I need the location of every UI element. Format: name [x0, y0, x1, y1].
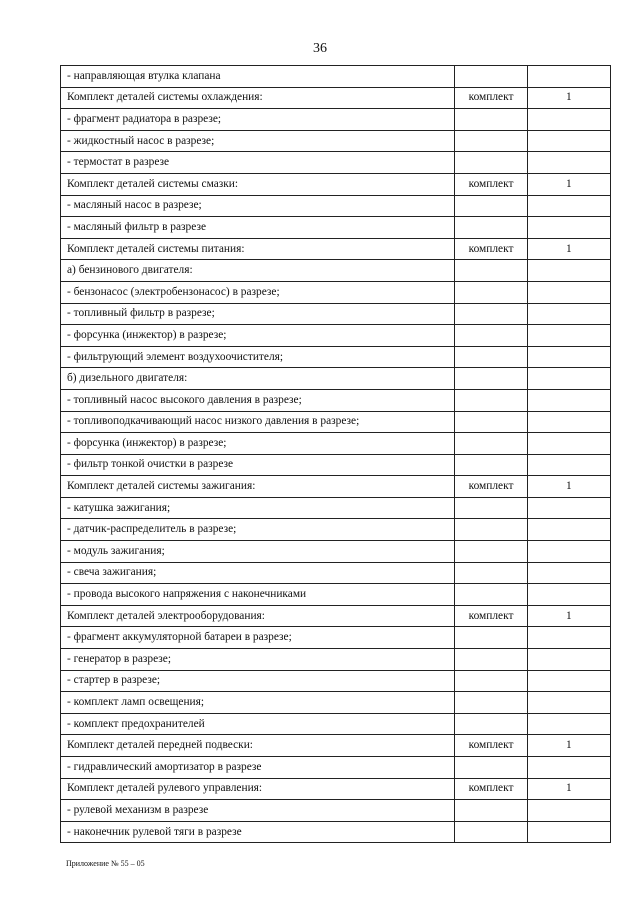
quantity-cell — [527, 584, 610, 606]
table-row — [61, 368, 611, 390]
table-row — [61, 800, 611, 822]
table-row — [61, 389, 611, 411]
item-name-cell: - свеча зажигания; — [61, 562, 455, 584]
unit-cell: комплект — [455, 238, 527, 260]
table-row — [61, 152, 611, 174]
item-name-cell: - фрагмент радиатора в разрезе; — [61, 109, 455, 131]
table-row — [61, 109, 611, 131]
footer-note: Приложение № 55 – 05 — [66, 859, 145, 868]
item-name-cell: - термостат в разрезе — [61, 152, 455, 174]
quantity-cell — [527, 670, 610, 692]
table-row — [61, 87, 611, 109]
unit-cell — [455, 130, 527, 152]
quantity-cell: 1 — [527, 735, 610, 757]
unit-cell: комплект — [455, 87, 527, 109]
quantity-cell: 1 — [527, 238, 610, 260]
unit-cell — [455, 303, 527, 325]
unit-cell — [455, 346, 527, 368]
item-name-cell: - жидкостный насос в разрезе; — [61, 130, 455, 152]
equipment-table-body — [61, 66, 611, 843]
table-row — [61, 303, 611, 325]
table-row — [61, 238, 611, 260]
table-row — [61, 497, 611, 519]
item-name-cell: - комплект предохранителей — [61, 713, 455, 735]
item-name-cell: - катушка зажигания; — [61, 497, 455, 519]
quantity-cell: 1 — [527, 87, 610, 109]
item-name-cell: - гидравлический амортизатор в разрезе — [61, 757, 455, 779]
item-name-cell: - провода высокого напряжения с наконечниками — [61, 584, 455, 606]
unit-cell — [455, 454, 527, 476]
item-name-cell: б) дизельного двигателя: — [61, 368, 455, 390]
quantity-cell — [527, 325, 610, 347]
item-name-cell: - рулевой механизм в разрезе — [61, 800, 455, 822]
item-name-cell: - форсунка (инжектор) в разрезе; — [61, 325, 455, 347]
unit-cell — [455, 217, 527, 239]
quantity-cell: 1 — [527, 605, 610, 627]
table-row — [61, 433, 611, 455]
table-row — [61, 217, 611, 239]
table-row — [61, 411, 611, 433]
quantity-cell — [527, 454, 610, 476]
table-row — [61, 346, 611, 368]
item-name-cell: - фрагмент аккумуляторной батареи в разрезе; — [61, 627, 455, 649]
item-name-cell: - стартер в разрезе; — [61, 670, 455, 692]
table-row — [61, 605, 611, 627]
table-row — [61, 454, 611, 476]
item-name-cell: - фильтрующий элемент воздухоочистителя; — [61, 346, 455, 368]
unit-cell — [455, 433, 527, 455]
table-row — [61, 821, 611, 843]
unit-cell — [455, 713, 527, 735]
quantity-cell — [527, 821, 610, 843]
unit-cell — [455, 692, 527, 714]
quantity-cell — [527, 757, 610, 779]
quantity-cell: 1 — [527, 778, 610, 800]
item-name-cell: Комплект деталей рулевого управления: — [61, 778, 455, 800]
table-row — [61, 670, 611, 692]
unit-cell: комплект — [455, 735, 527, 757]
table-row — [61, 281, 611, 303]
unit-cell — [455, 66, 527, 88]
unit-cell: комплект — [455, 476, 527, 498]
table-row — [61, 627, 611, 649]
unit-cell — [455, 757, 527, 779]
table-row — [61, 476, 611, 498]
quantity-cell — [527, 800, 610, 822]
unit-cell — [455, 389, 527, 411]
item-name-cell: Комплект деталей системы зажигания: — [61, 476, 455, 498]
quantity-cell — [527, 541, 610, 563]
item-name-cell: - топливоподкачивающий насос низкого давления в разрезе; — [61, 411, 455, 433]
table-row — [61, 584, 611, 606]
quantity-cell — [527, 433, 610, 455]
item-name-cell: - масляный насос в разрезе; — [61, 195, 455, 217]
unit-cell — [455, 670, 527, 692]
unit-cell: комплект — [455, 605, 527, 627]
item-name-cell: - бензонасос (электробензонасос) в разрезе; — [61, 281, 455, 303]
unit-cell — [455, 368, 527, 390]
table-row — [61, 735, 611, 757]
item-name-cell: - направляющая втулка клапана — [61, 66, 455, 88]
quantity-cell — [527, 130, 610, 152]
item-name-cell: Комплект деталей системы смазки: — [61, 173, 455, 195]
quantity-cell — [527, 109, 610, 131]
quantity-cell — [527, 519, 610, 541]
unit-cell — [455, 649, 527, 671]
quantity-cell — [527, 649, 610, 671]
unit-cell — [455, 152, 527, 174]
item-name-cell: - генератор в разрезе; — [61, 649, 455, 671]
quantity-cell — [527, 411, 610, 433]
unit-cell — [455, 584, 527, 606]
item-name-cell: Комплект деталей системы питания: — [61, 238, 455, 260]
item-name-cell: - комплект ламп освещения; — [61, 692, 455, 714]
table-row — [61, 260, 611, 282]
quantity-cell — [527, 627, 610, 649]
quantity-cell — [527, 562, 610, 584]
table-row — [61, 519, 611, 541]
quantity-cell — [527, 368, 610, 390]
unit-cell — [455, 800, 527, 822]
table-row — [61, 173, 611, 195]
quantity-cell — [527, 195, 610, 217]
equipment-table — [60, 65, 611, 843]
quantity-cell — [527, 152, 610, 174]
table-row — [61, 195, 611, 217]
item-name-cell: - фильтр тонкой очистки в разрезе — [61, 454, 455, 476]
quantity-cell — [527, 281, 610, 303]
table-row — [61, 130, 611, 152]
item-name-cell: - наконечник рулевой тяги в разрезе — [61, 821, 455, 843]
unit-cell — [455, 325, 527, 347]
table-row — [61, 541, 611, 563]
quantity-cell — [527, 260, 610, 282]
quantity-cell — [527, 66, 610, 88]
unit-cell — [455, 562, 527, 584]
quantity-cell: 1 — [527, 476, 610, 498]
item-name-cell: Комплект деталей передней подвески: — [61, 735, 455, 757]
item-name-cell: - форсунка (инжектор) в разрезе; — [61, 433, 455, 455]
quantity-cell — [527, 692, 610, 714]
quantity-cell: 1 — [527, 173, 610, 195]
unit-cell — [455, 821, 527, 843]
quantity-cell — [527, 346, 610, 368]
item-name-cell: - топливный фильтр в разрезе; — [61, 303, 455, 325]
quantity-cell — [527, 389, 610, 411]
unit-cell — [455, 541, 527, 563]
unit-cell — [455, 109, 527, 131]
item-name-cell: а) бензинового двигателя: — [61, 260, 455, 282]
unit-cell: комплект — [455, 173, 527, 195]
unit-cell — [455, 260, 527, 282]
item-name-cell: - модуль зажигания; — [61, 541, 455, 563]
unit-cell — [455, 195, 527, 217]
unit-cell — [455, 281, 527, 303]
unit-cell: комплект — [455, 778, 527, 800]
table-row — [61, 66, 611, 88]
table-row — [61, 713, 611, 735]
item-name-cell: - масляный фильтр в разрезе — [61, 217, 455, 239]
table-row — [61, 649, 611, 671]
item-name-cell: - топливный насос высокого давления в разрезе; — [61, 389, 455, 411]
quantity-cell — [527, 713, 610, 735]
table-row — [61, 757, 611, 779]
quantity-cell — [527, 303, 610, 325]
page-number: 36 — [313, 41, 327, 56]
unit-cell — [455, 497, 527, 519]
quantity-cell — [527, 497, 610, 519]
item-name-cell: - датчик-распределитель в разрезе; — [61, 519, 455, 541]
unit-cell — [455, 411, 527, 433]
table-row — [61, 325, 611, 347]
unit-cell — [455, 519, 527, 541]
table-row — [61, 562, 611, 584]
item-name-cell: Комплект деталей электрооборудования: — [61, 605, 455, 627]
table-row — [61, 692, 611, 714]
item-name-cell: Комплект деталей системы охлаждения: — [61, 87, 455, 109]
quantity-cell — [527, 217, 610, 239]
unit-cell — [455, 627, 527, 649]
table-row — [61, 778, 611, 800]
